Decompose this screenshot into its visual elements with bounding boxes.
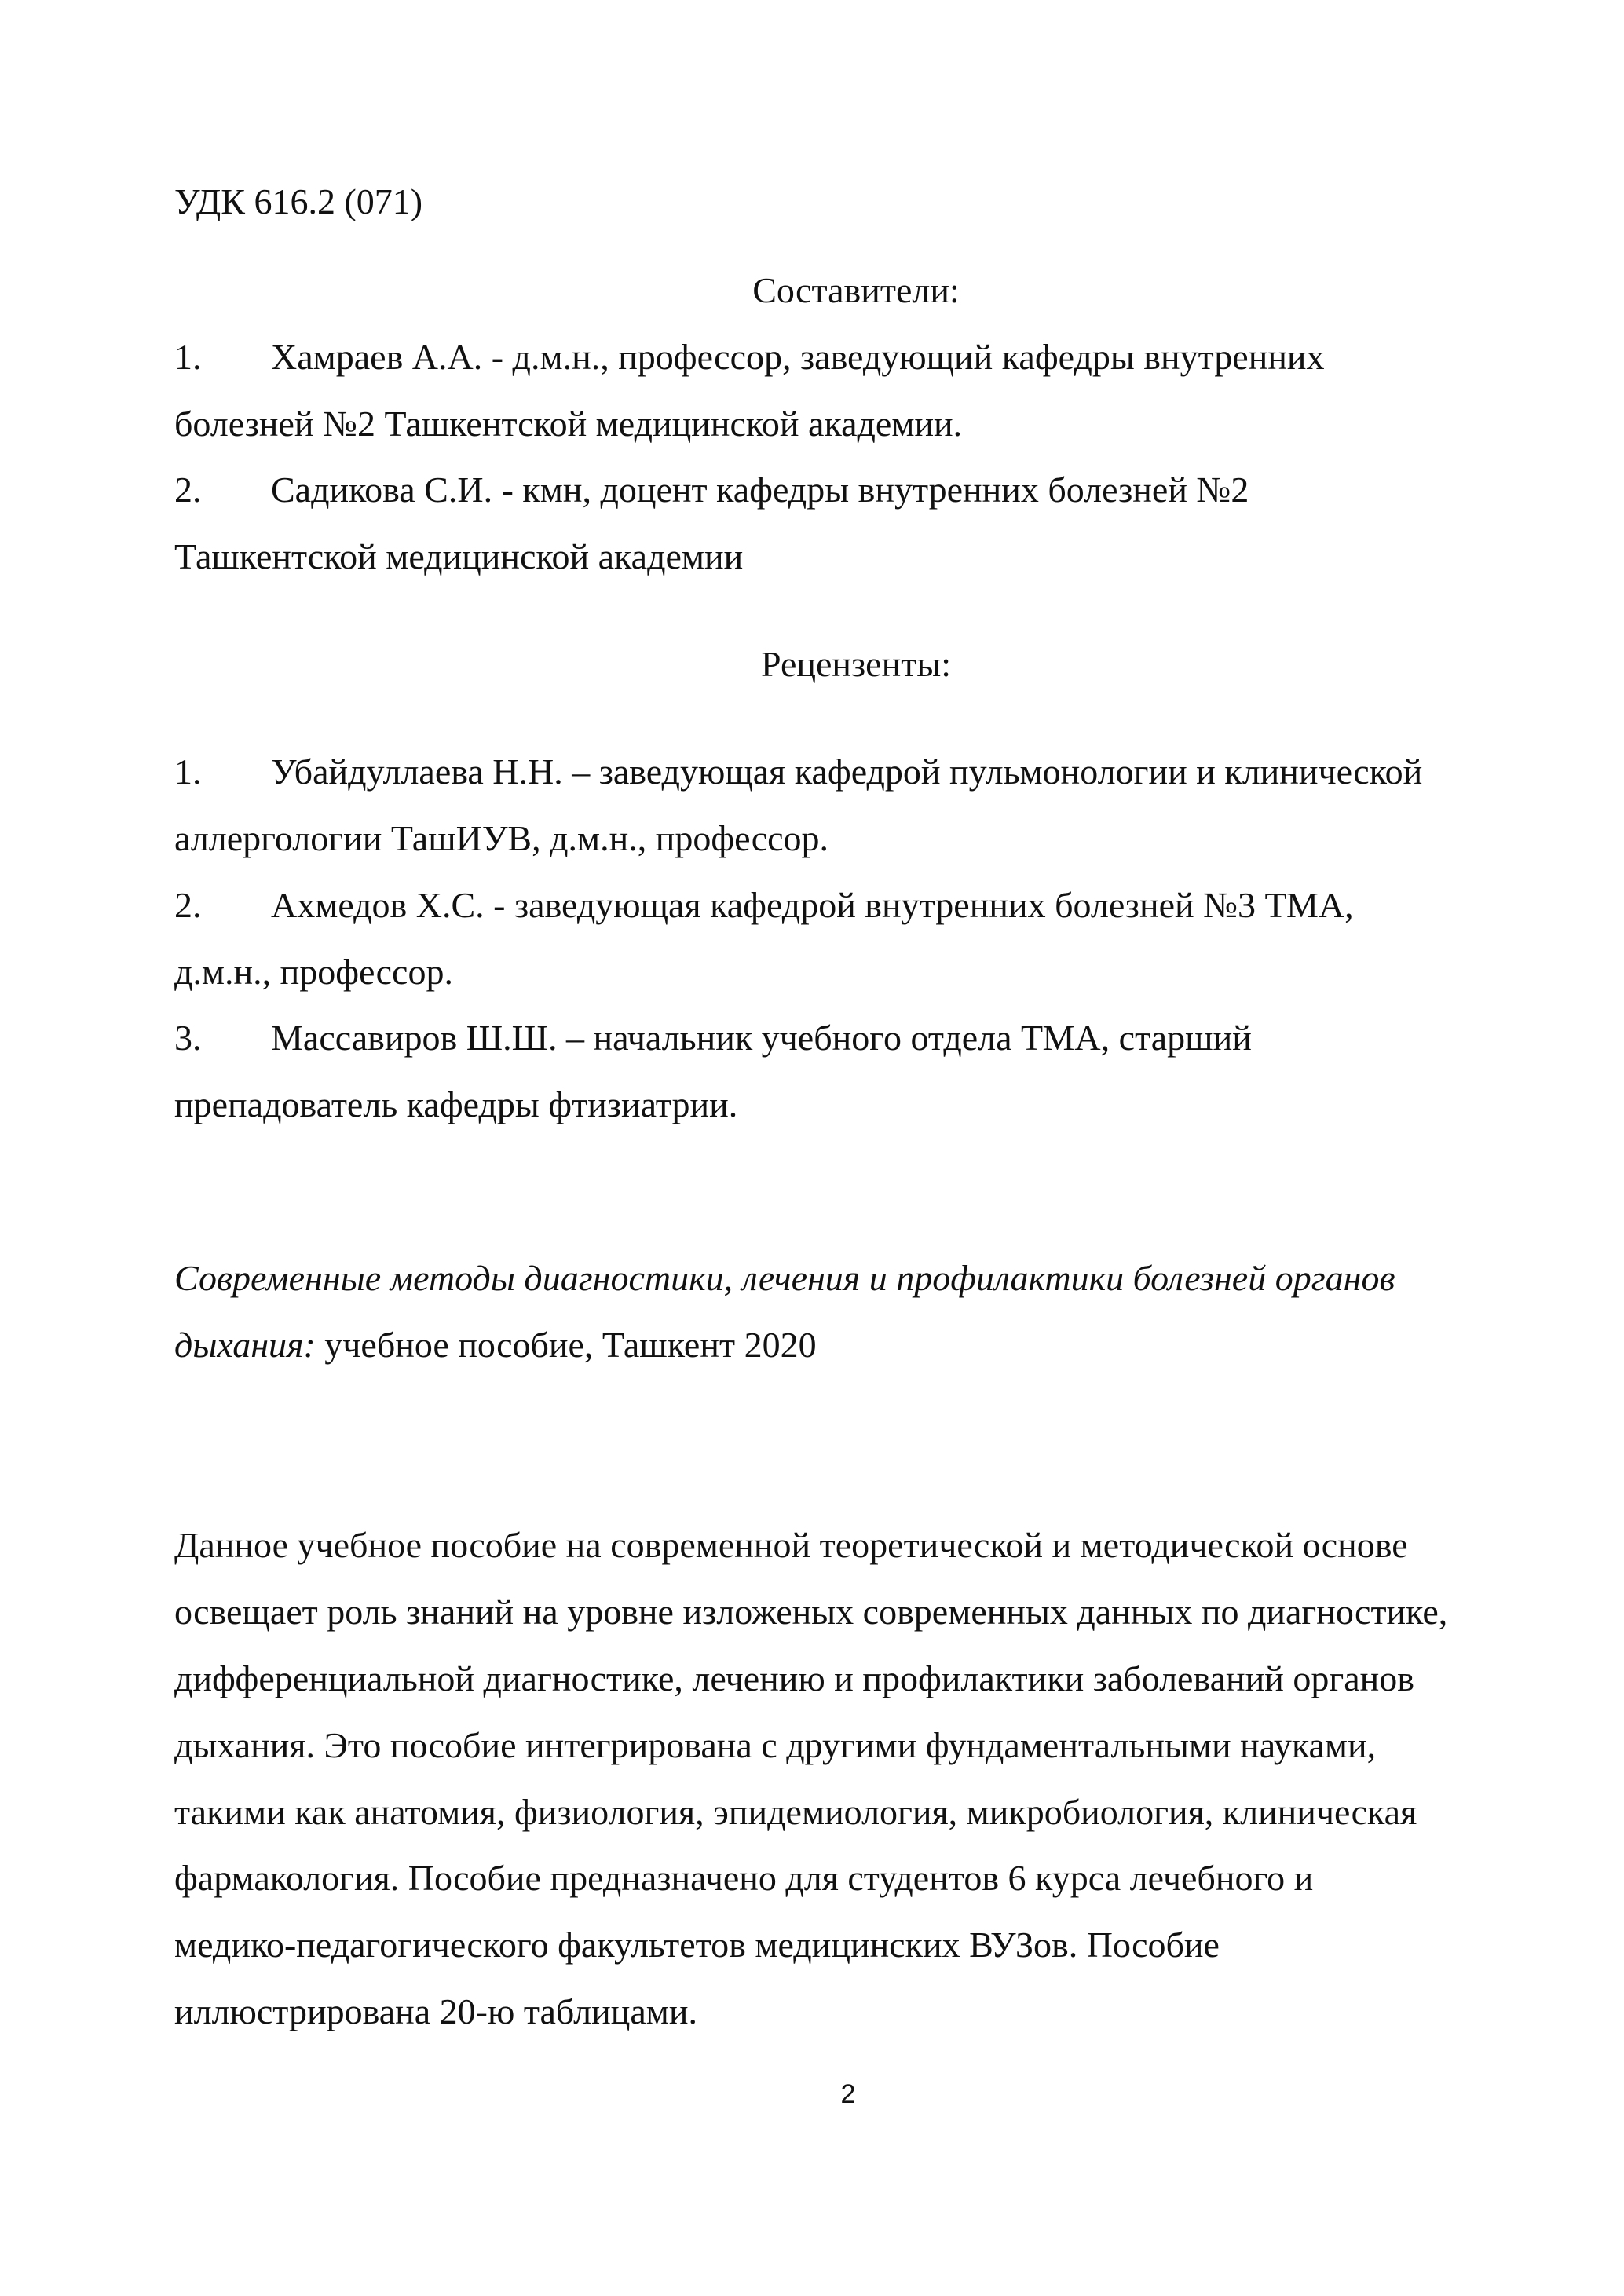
abstract-line-7: медико-педагогического факультетов медицинских ВУЗов. Пособие	[174, 1925, 1220, 1965]
book-title-end: дыхания:	[174, 1325, 316, 1365]
reviewer-2-number: 2.	[174, 885, 202, 925]
compiler-2-number: 2.	[174, 470, 202, 510]
reviewer-1-line-2: аллергологии ТашИУВ, д.м.н., профессор.	[174, 818, 829, 858]
abstract-line-2: освещает роль знаний на уровне изложеных современных данных по диагностике,	[174, 1592, 1448, 1632]
reviewer-3-line-2: препадователь кафедры фтизиатрии.	[174, 1084, 738, 1124]
reviewer-3-text: Массавиров Ш.Ш. – начальник учебного отдела ТМА, старший	[271, 1018, 1252, 1058]
abstract-line-3: дифференциальной диагностике, лечению и профилактики заболеваний органов	[174, 1658, 1414, 1698]
reviewer-2-text: Ахмедов Х.С. - заведующая кафедрой внутренних болезней №3 ТМА,	[271, 885, 1354, 925]
abstract-line-5: такими как анатомия, физиология, эпидемиология, микробиология, клиническая	[174, 1792, 1417, 1832]
abstract-line-6: фармакология. Пособие предназначено для студентов 6 курса лечебного и	[174, 1858, 1314, 1898]
reviewer-1-text: Убайдуллаева Н.Н. – заведующая кафедрой пульмонологии и клинической	[271, 751, 1423, 792]
reviewer-1-line-1	[174, 750, 1422, 794]
abstract-line-8: иллюстрирована 20-ю таблицами.	[174, 1991, 698, 2031]
book-subtitle: учебное пособие, Ташкент 2020	[315, 1325, 817, 1365]
page-number: 2	[840, 2079, 856, 2109]
reviewer-3-number: 3.	[174, 1018, 202, 1058]
reviewer-2-line-2: д.м.н., профессор.	[174, 952, 453, 992]
reviewers-heading: Рецензенты:	[760, 644, 952, 684]
compilers-heading: Составители:	[752, 270, 960, 310]
abstract-line-4: дыхания. Это пособие интегрирована с другими фундаментальными науками,	[174, 1725, 1377, 1765]
compiler-1-line-2: болезней №2 Ташкентской медицинской академии.	[174, 404, 963, 444]
compiler-1-number: 1.	[174, 337, 202, 377]
compiler-2-line-1	[174, 468, 1249, 512]
reviewer-3-line-1	[174, 1016, 1252, 1060]
reviewer-1-number: 1.	[174, 751, 202, 792]
book-title-line-2	[174, 1323, 817, 1367]
book-title-line-1: Современные методы диагностики, лечения и профилактики болезней органов	[174, 1258, 1395, 1298]
abstract-line-1: Данное учебное пособие на современной теоретической и методической основе	[174, 1525, 1408, 1565]
compiler-2-text: Садикова С.И. - кмн, доцент кафедры внутренних болезней №2	[271, 470, 1249, 510]
udk-code: УДК 616.2 (071)	[174, 181, 423, 221]
compiler-1-text: Хамраев А.А. - д.м.н., профессор, заведующий кафедры внутренних	[271, 337, 1325, 377]
reviewer-2-line-1	[174, 883, 1354, 927]
compiler-2-line-2: Ташкентской медицинской академии	[174, 536, 744, 576]
compiler-1-line-1	[174, 335, 1325, 379]
